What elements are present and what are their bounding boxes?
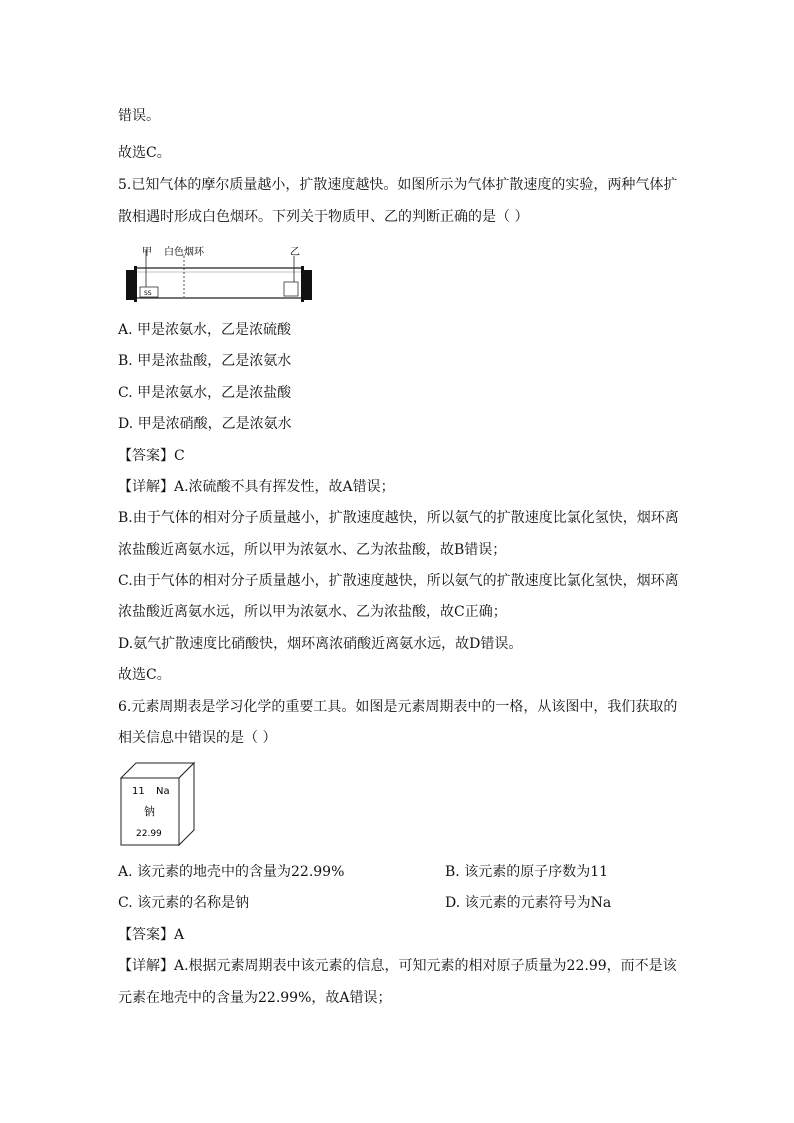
prev-choose: 故选C。 — [118, 145, 171, 161]
q6-option-b: B. 该元素的原子序数为11 — [445, 864, 609, 880]
atomic-mass: 22.99 — [136, 829, 162, 839]
q5-choose: 故选C。 — [118, 667, 171, 683]
q5-detail-6: D.氨气扩散速度比硝酸快，烟环离浓硝酸近离氨水远，故D错误。 — [118, 636, 523, 652]
q6-detail-2: 元素在地壳中的含量为22.99%，故A错误； — [118, 990, 392, 1006]
element-name: 钠 — [144, 805, 155, 818]
cube-side-face — [179, 763, 194, 845]
q6-option-a: A. 该元素的地壳中的含量为22.99% — [118, 864, 345, 880]
element-cell-figure — [118, 760, 198, 850]
q6-detail-1: 【详解】A.根据元素周期表中该元素的信息，可知元素的相对原子质量为22.99，而不是该 — [118, 958, 677, 974]
q6-stem-line1: 6.元素周期表是学习化学的重要工具。如图是元素周期表中的一格，从该图中，我们获取的 — [118, 699, 678, 715]
cotton-yi — [284, 282, 298, 296]
diffusion-tube-figure — [118, 238, 324, 306]
q5-detail-1: 【详解】A.浓硫酸不具有挥发性，故A错误； — [118, 479, 395, 495]
q5-answer: 【答案】C — [118, 448, 185, 464]
q5-option-d: D. 甲是浓硝酸，乙是浓氨水 — [118, 416, 292, 432]
q6-option-c: C. 该元素的名称是钠 — [118, 895, 250, 911]
q5-option-b: B. 甲是浓盐酸，乙是浓氨水 — [118, 353, 292, 369]
q6-stem-line2: 相关信息中错误的是（ ） — [118, 730, 277, 746]
q5-detail-5: 浓盐酸近离氨水远，所以甲为浓氨水、乙为浓盐酸，故C正确； — [118, 604, 507, 620]
right-stopper — [304, 270, 312, 300]
left-stopper — [126, 270, 134, 300]
label-yi: 乙 — [290, 247, 300, 258]
svg-text:SS: SS — [144, 290, 152, 297]
label-jia: 甲 — [142, 247, 152, 258]
q5-detail-3: 浓盐酸近离氨水远，所以甲为浓氨水、乙为浓盐酸，故B错误； — [118, 542, 507, 558]
q5-detail-4: C.由于气体的相对分子质量越小，扩散速度越快，所以氨气的扩散速度比氯化氢快，烟环离 — [118, 573, 679, 589]
q6-answer: 【答案】A — [118, 927, 185, 943]
element-symbol: Na — [156, 786, 170, 797]
atomic-number: 11 — [132, 786, 145, 797]
q5-option-a: A. 甲是浓氨水，乙是浓硫酸 — [118, 322, 292, 338]
prev-answer-tail: 错误。 — [118, 108, 160, 124]
q5-stem-line1: 5.已知气体的摩尔质量越小，扩散速度越快。如图所示为气体扩散速度的实验，两种气体扩 — [118, 177, 678, 193]
q6-option-d: D. 该元素的元素符号为Na — [445, 895, 612, 911]
q5-stem-line2: 散相遇时形成白色烟环。下列关于物质甲、乙的判断正确的是（ ） — [118, 209, 529, 225]
q5-option-c: C. 甲是浓氨水，乙是浓盐酸 — [118, 385, 292, 401]
q5-detail-2: B.由于气体的相对分子质量越小，扩散速度越快，所以氨气的扩散速度比氯化氢快，烟环离 — [118, 510, 679, 526]
label-smoke-ring: 白色烟环 — [164, 247, 204, 258]
